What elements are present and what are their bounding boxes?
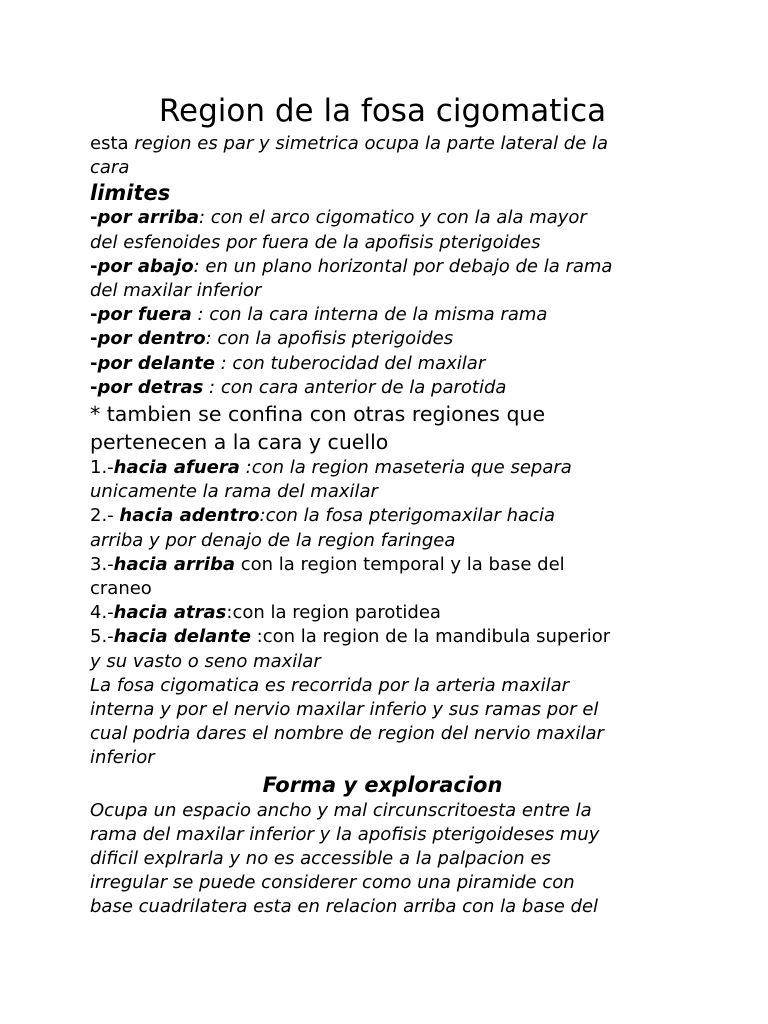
intro-line-1 bbox=[90, 132, 690, 156]
limite-term: por arriba bbox=[97, 207, 199, 229]
intro-text-italic: region es par y simetrica ocupa la parte lateral de la bbox=[134, 133, 609, 154]
tambien-line-2: pertenecen a la cara y cuello bbox=[90, 430, 389, 455]
hacia-item-3: 3.-hacia arriba con la region temporal y la base del bbox=[90, 553, 565, 575]
forma-paragraph-line: Ocupa un espacio ancho y mal circunscritoesta entre la bbox=[90, 799, 592, 821]
limite-arriba: -por arriba: con el arco cigomatico y con la ala mayor bbox=[90, 207, 587, 229]
hacia-item-5-cont: y su vasto o seno maxilar bbox=[90, 650, 321, 672]
limite-term: por delante bbox=[97, 352, 215, 374]
hacia-item-2-cont: arriba y por denajo de la region faringea bbox=[90, 529, 456, 551]
limite-delante: -por delante : con tuberocidad del maxilar bbox=[90, 352, 486, 374]
hacia-term: hacia adentro bbox=[119, 505, 260, 527]
intro-text: esta bbox=[90, 133, 135, 154]
limite-arriba-cont: del esfenoides por fuera de la apofisis pterigoides bbox=[90, 231, 541, 253]
tambien-line-1: * tambien se confina con otras regiones que bbox=[90, 402, 546, 427]
fosa-paragraph-line: inferior bbox=[90, 747, 155, 769]
hacia-item-5: 5.-hacia delante :con la region de la mandibula superior bbox=[90, 626, 611, 648]
hacia-term: hacia arriba bbox=[113, 553, 235, 575]
hacia-item-3-cont: craneo bbox=[90, 578, 152, 600]
hacia-item-4: 4.-hacia atras:con la region parotidea bbox=[90, 602, 441, 624]
intro-line-2: cara bbox=[90, 157, 130, 179]
fosa-paragraph-line: cual podria dares el nombre de region del nervio maxilar bbox=[90, 723, 604, 745]
forma-paragraph-line: irregular se puede considerer como una piramide con bbox=[90, 872, 575, 894]
forma-paragraph-line: dificil explrarla y no es accessible a la palpacion es bbox=[90, 848, 551, 870]
hacia-item-1-cont: unicamente la rama del maxilar bbox=[90, 481, 378, 503]
limite-abajo: -por abajo: en un plano horizontal por debajo de la rama bbox=[90, 255, 613, 277]
forma-heading: Forma y exploracion bbox=[262, 772, 503, 797]
limites-heading: limites bbox=[90, 181, 171, 206]
limite-detras: -por detras : con cara anterior de la parotida bbox=[90, 376, 507, 398]
fosa-paragraph-line: interna y por el nervio maxilar inferio y sus ramas por el bbox=[90, 699, 599, 721]
limite-fuera: -por fuera : con la cara interna de la misma rama bbox=[90, 304, 548, 326]
fosa-paragraph-line: La fosa cigomatica es recorrida por la arteria maxilar bbox=[90, 674, 570, 696]
hacia-term: hacia afuera bbox=[113, 457, 240, 479]
forma-paragraph-line: rama del maxilar inferior y la apofisis pterigoideses muy bbox=[90, 823, 600, 845]
page-title: Region de la fosa cigomatica bbox=[158, 93, 607, 129]
hacia-item-2: 2.- hacia adentro:con la fosa pterigomaxilar hacia bbox=[90, 505, 555, 527]
forma-paragraph-line: base cuadrilatera esta en relacion arriba con la base del bbox=[90, 896, 599, 918]
limite-term: por fuera bbox=[97, 304, 192, 326]
hacia-term: hacia atras bbox=[113, 602, 227, 624]
document-page bbox=[90, 90, 690, 920]
limite-abajo-cont: del maxilar inferior bbox=[90, 280, 262, 302]
limite-term: por detras bbox=[97, 376, 204, 398]
limite-term: por dentro bbox=[97, 328, 206, 350]
hacia-term: hacia delante bbox=[113, 626, 251, 648]
limite-term: por abajo bbox=[97, 255, 194, 277]
limite-dentro: -por dentro: con la apofisis pterigoides bbox=[90, 328, 454, 350]
hacia-item-1: 1.-hacia afuera :con la region maseteria que separa bbox=[90, 457, 572, 479]
